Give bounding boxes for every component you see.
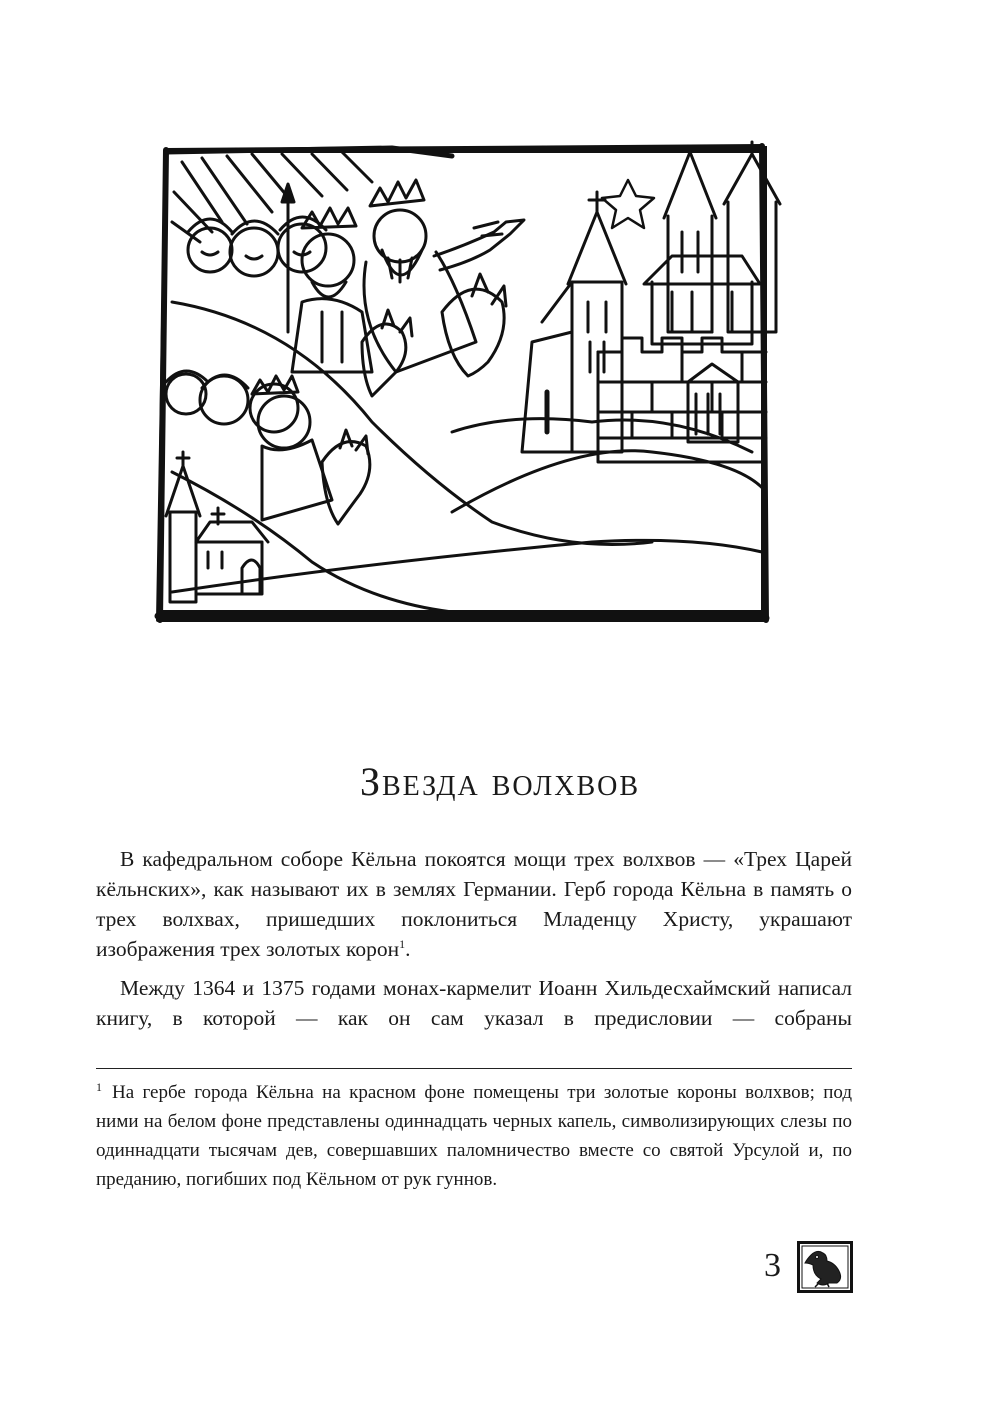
paragraph-end: . <box>405 937 411 961</box>
footnote-divider <box>96 1068 852 1069</box>
woodcut-illustration <box>152 132 798 624</box>
paragraph-text: Между 1364 и 1375 годами монах-кармелит Иоанн Хильдесхаймский написал книгу, в которой — как он сам указал в предисловии — собраны <box>96 976 852 1030</box>
chapter-title: Звезда волхвов <box>359 759 641 804</box>
body-text <box>96 844 852 1042</box>
footnote-reference[interactable]: 1 <box>399 936 406 951</box>
page-number: 3 <box>764 1247 781 1284</box>
paragraph <box>96 973 852 1033</box>
footnote-text: На гербе города Кёльна на красном фоне помещены три золотые короны волхвов; под ними на белом фоне представлены одиннадцать черных капель, символизирующих слезы по одиннадцати тысячам дев, совершавших паломничество вместе со святой Урсулой и, по преданию, погибших под Кёльном от рук гуннов. <box>96 1082 852 1190</box>
paragraph-text: В кафедральном соборе Кёльна покоятся мощи трех волхвов — «Трех Царей кёльнских», как называют их в землях Германии. Герб города Кёльна в память о трех волхвах, пришедших поклониться Младенцу Христу, украшают изображения трех золотых корон <box>96 847 852 961</box>
footnote <box>96 1078 852 1194</box>
paragraph <box>96 844 852 964</box>
footnote-number: 1 <box>96 1079 102 1094</box>
bird-emblem-icon <box>797 1241 853 1293</box>
